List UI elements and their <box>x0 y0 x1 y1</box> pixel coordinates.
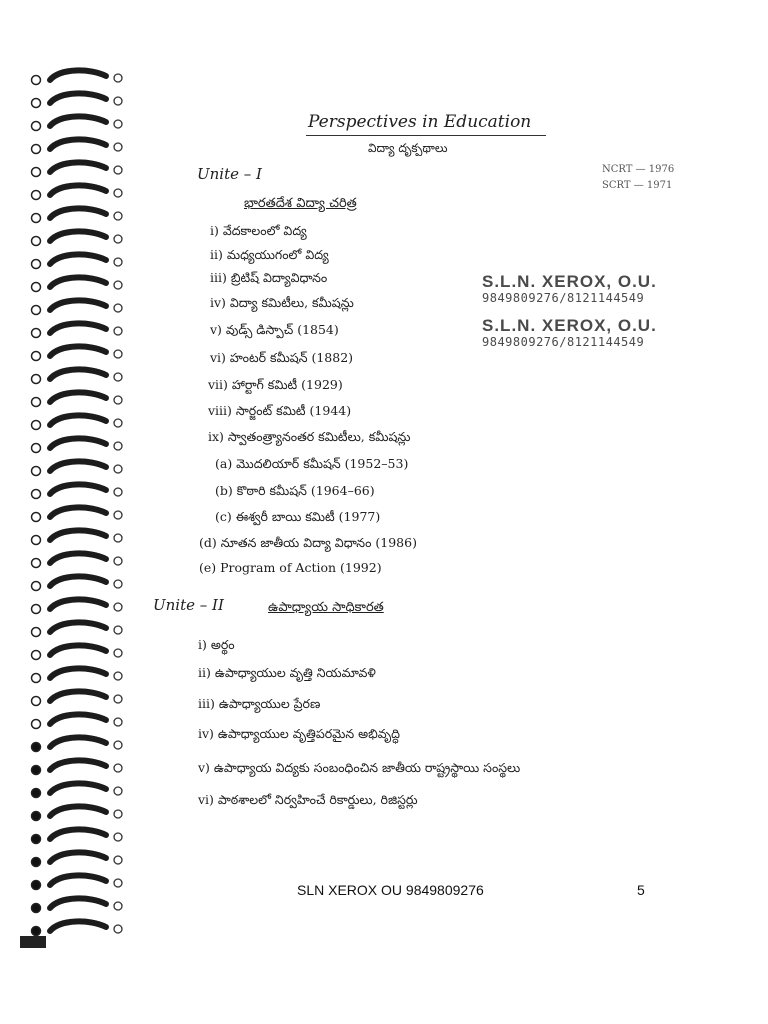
spiral-coil <box>32 898 123 912</box>
spiral-coil <box>32 254 123 268</box>
spiral-coil <box>32 645 123 659</box>
spiral-coil <box>32 737 123 751</box>
spiral-coil <box>32 783 123 797</box>
unit-1-item: v) వుడ్స్ డిస్పాచ్ (1854) <box>210 322 339 337</box>
spiral-coil <box>32 277 123 291</box>
spiral-coil <box>32 70 123 84</box>
spiral-coil <box>32 530 123 544</box>
unit-2-item: i) అర్థం <box>198 637 235 652</box>
page-number: 5 <box>637 882 645 898</box>
spiral-coil <box>32 622 123 636</box>
spiral-coil <box>32 208 123 222</box>
spiral-coil <box>32 461 123 475</box>
spiral-coil <box>32 116 123 130</box>
unit-1-item: vii) హార్టాగ్ కమిటీ (1929) <box>208 377 343 392</box>
spiral-coil <box>32 507 123 521</box>
unit-2-item: v) ఉపాధ్యాయ విద్యకు సంబంధించిన జాతీయ రాష్ట్రస్థాయి సంస్థలు <box>198 760 521 775</box>
spiral-coil <box>32 438 123 452</box>
spiral-coil <box>32 484 123 498</box>
unit-1-item: (d) నూతన జాతీయ విద్యా విధానం (1986) <box>199 535 417 550</box>
unit-1-item: i) వేదకాలంలో విద్య <box>210 223 307 238</box>
unit-2-title: ఉపాధ్యాయ సాధికారత <box>268 600 384 615</box>
spiral-coil <box>32 806 123 820</box>
spiral-coil <box>32 852 123 866</box>
unit-1-item: (b) కొఠారి కమీషన్ (1964–66) <box>215 483 375 498</box>
stamp-name: S.L.N. XEROX, O.U. <box>482 272 657 291</box>
spiral-coil <box>32 599 123 613</box>
stamp-phone: 9849809276/8121144549 <box>482 335 645 349</box>
spiral-coil <box>32 323 123 337</box>
spiral-coil <box>32 231 123 245</box>
unit-1-item: ix) స్వాతంత్ర్యానంతర కమిటీలు, కమీషన్లు <box>208 429 411 444</box>
spiral-coil <box>32 691 123 705</box>
unit-1-item: (a) మొదలియార్ కమీషన్ (1952–53) <box>215 456 409 471</box>
spiral-coil <box>32 714 123 728</box>
spiral-coil <box>32 162 123 176</box>
spiral-coil <box>32 139 123 153</box>
unit-1-label: Unite – I <box>197 165 262 183</box>
xerox-stamp <box>482 272 657 305</box>
spiral-coil <box>32 300 123 314</box>
ref-scrt: SCRT — 1971 <box>602 180 673 191</box>
unit-1-item: iv) విద్యా కమిటీలు, కమీషన్లు <box>210 295 354 310</box>
xerox-stamp <box>482 316 657 349</box>
spiral-coil <box>32 576 123 590</box>
unit-1-title: భారతదేశ విద్యా చరిత్ర <box>244 196 357 211</box>
spiral-coil <box>32 93 123 107</box>
unit-1-item: (e) Program of Action (1992) <box>199 560 382 575</box>
spiral-coil <box>32 875 123 889</box>
page-subtitle: విద్యా దృక్పథాలు <box>368 141 448 155</box>
stamp-phone: 9849809276/8121144549 <box>482 291 645 305</box>
spiral-coil <box>32 415 123 429</box>
spiral-coil <box>32 829 123 843</box>
spiral-coil <box>32 346 123 360</box>
unit-1-item: (c) ఈశ్వరీ బాయి కమిటీ (1977) <box>215 509 381 524</box>
title-underline <box>306 135 546 136</box>
page-title: Perspectives in Education <box>308 112 532 132</box>
spiral-coil <box>32 921 123 935</box>
spiral-coil <box>32 392 123 406</box>
spiral-binding <box>20 60 150 950</box>
footer-text: SLN XEROX OU 9849809276 <box>297 882 484 898</box>
unit-1-item: iii) బ్రిటిష్ విద్యావిధానం <box>210 270 328 285</box>
spiral-coil <box>32 369 123 383</box>
spiral-coil <box>32 185 123 199</box>
spiral-coil <box>32 553 123 567</box>
unit-1-item: vi) హంటర్ కమీషన్ (1882) <box>210 350 354 365</box>
unit-2-label: Unite – II <box>153 596 224 614</box>
spiral-coil <box>32 760 123 774</box>
unit-1-item: ii) మధ్యయుగంలో విద్య <box>210 247 329 262</box>
unit-2-item: vi) పాఠశాలలో నిర్వహించే రికార్డులు, రిజిస్టర్లు <box>198 792 418 807</box>
binding-edge <box>20 936 46 948</box>
unit-1-item: viii) సార్జంట్ కమిటీ (1944) <box>208 403 352 418</box>
spiral-coil <box>32 668 123 682</box>
ref-ncrt: NCRT — 1976 <box>602 164 675 175</box>
unit-2-item: iv) ఉపాధ్యాయుల వృత్తిపరమైన అభివృద్ధి <box>198 726 400 741</box>
stamp-name: S.L.N. XEROX, O.U. <box>482 316 657 335</box>
unit-2-item: iii) ఉపాధ్యాయుల ప్రేరణ <box>198 696 321 711</box>
unit-2-item: ii) ఉపాధ్యాయుల వృత్తి నియమావళి <box>198 665 376 680</box>
